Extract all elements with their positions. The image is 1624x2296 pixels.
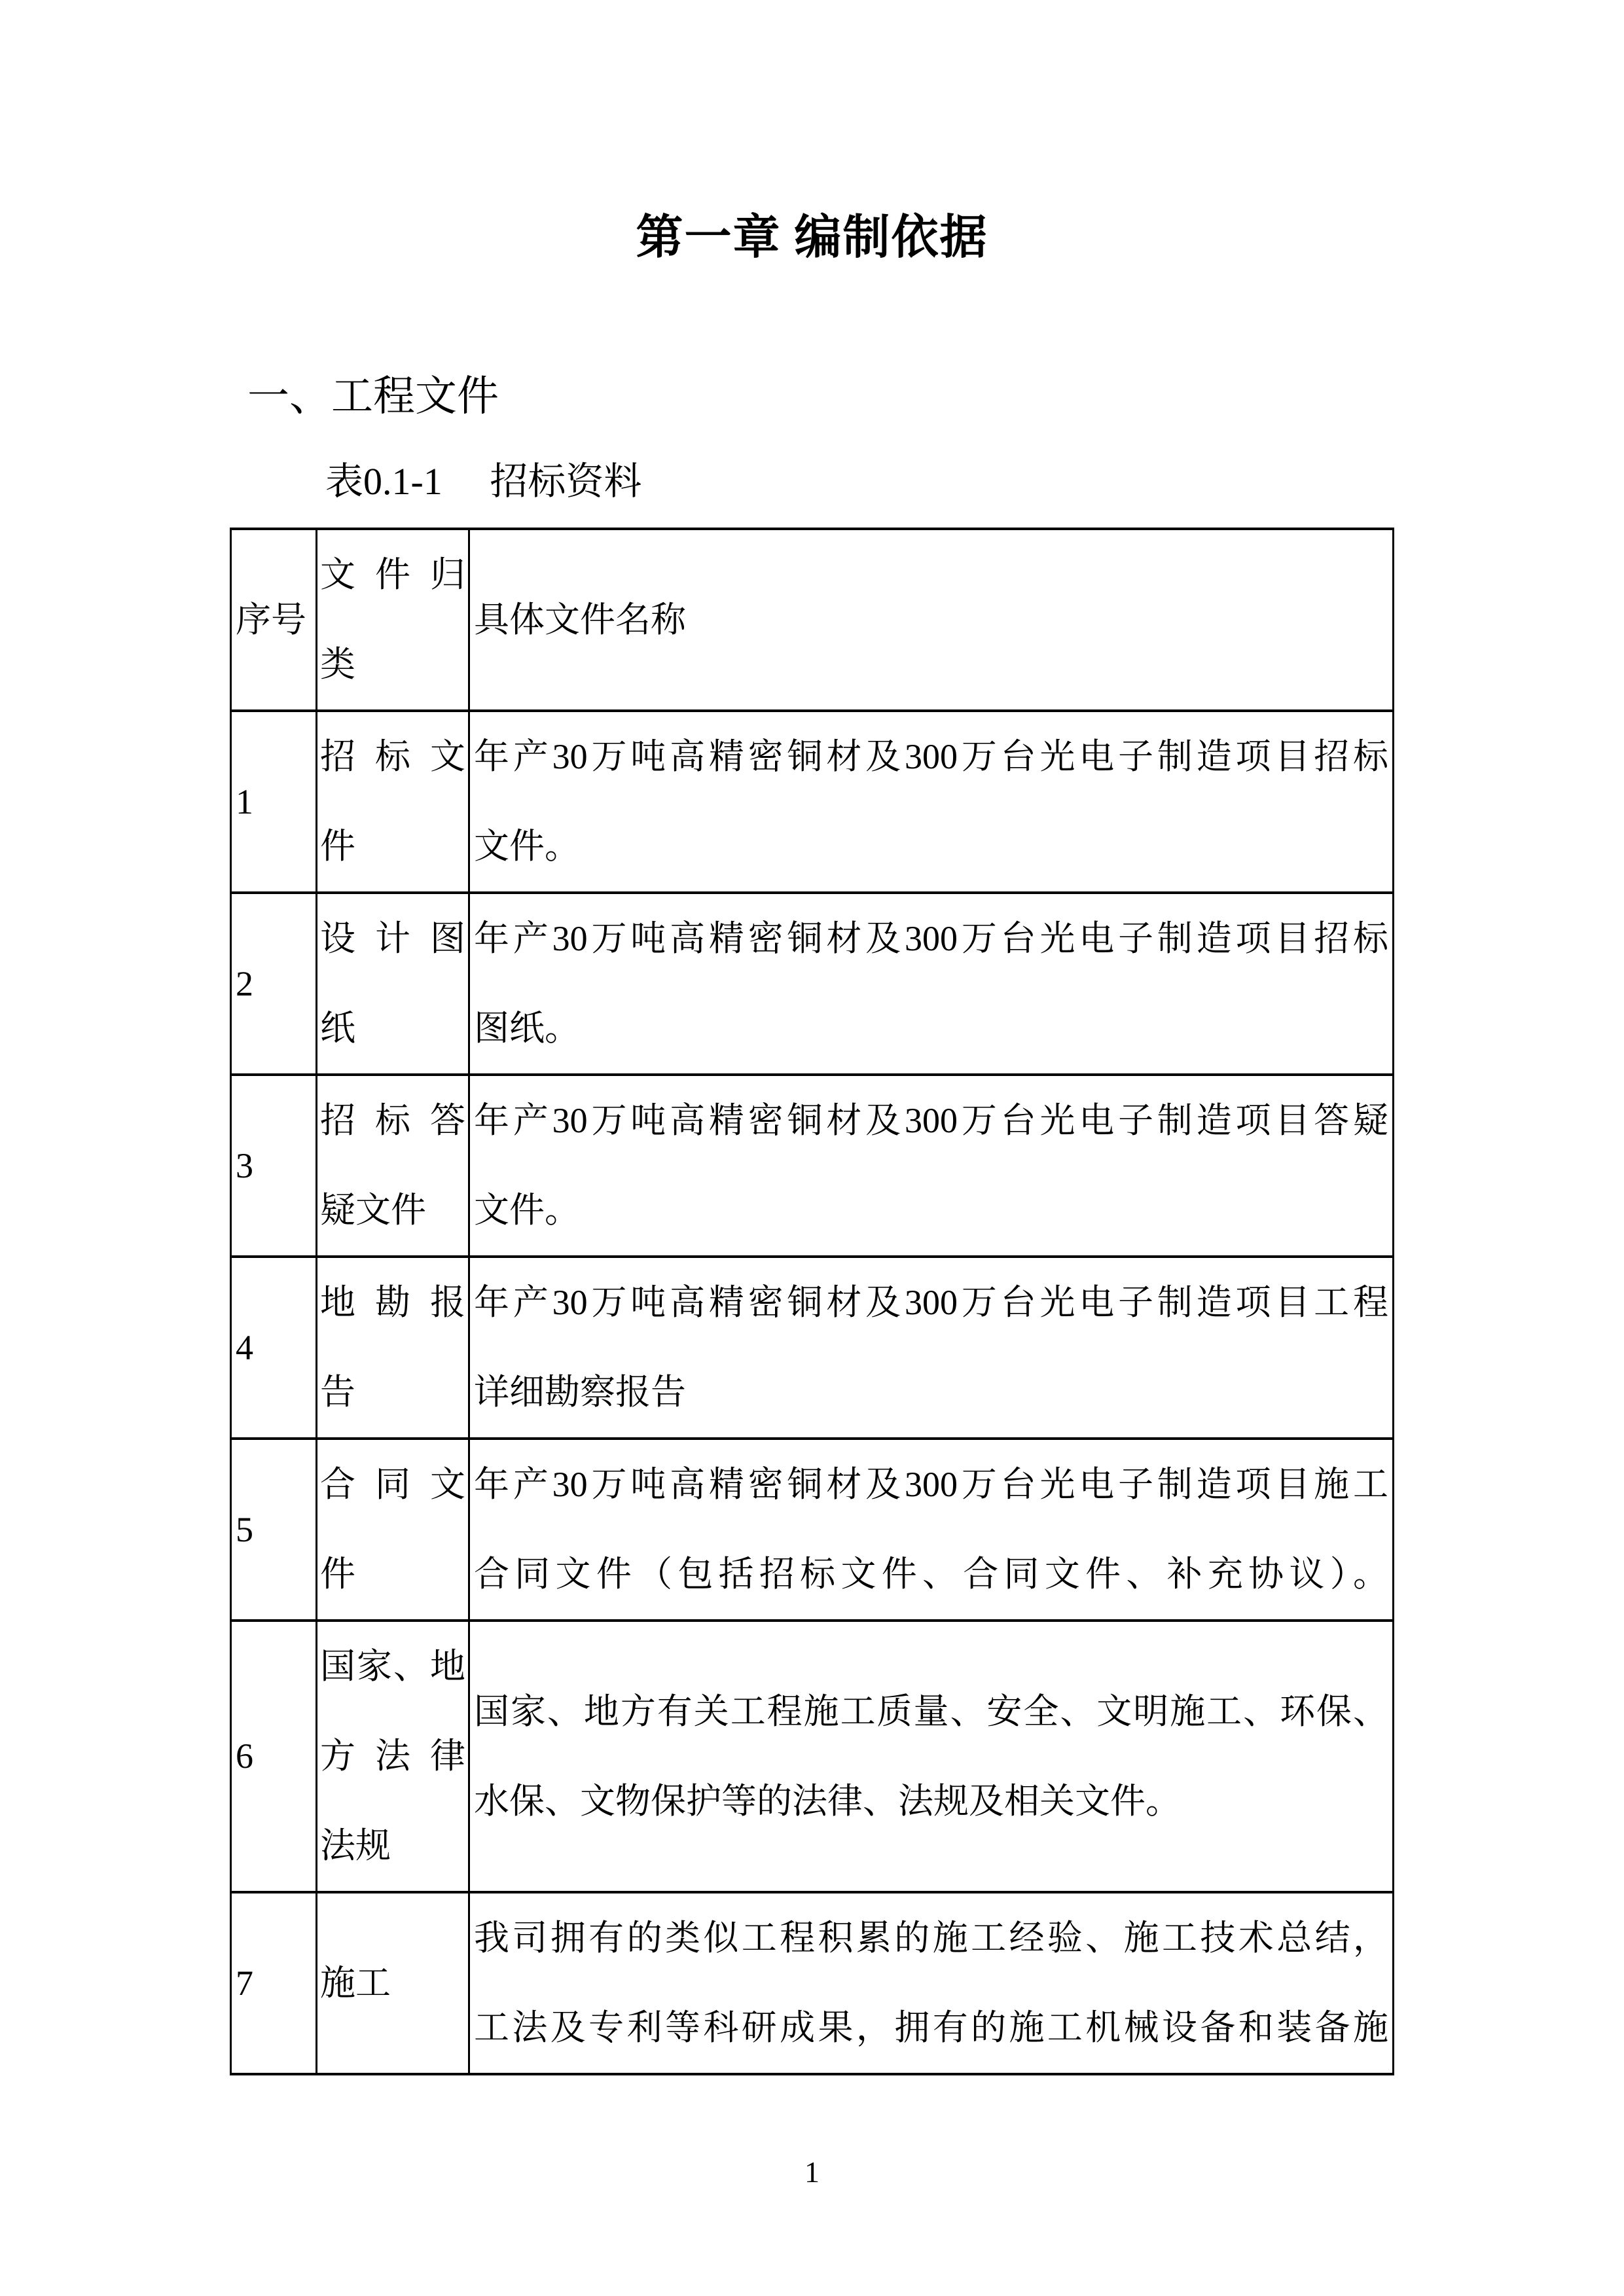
page-title: 第一章 编制依据 xyxy=(636,211,988,264)
cell-no: 6 xyxy=(231,1621,317,1892)
cell-category: 招标答 疑文件 xyxy=(317,1075,469,1257)
cell-no: 3 xyxy=(231,1075,317,1257)
cell-file-name: 我司拥有的类似工程积累的施工经验、施工技术总结， 工法及专利等科研成果，拥有的施工机械设备和装备施 xyxy=(469,1892,1394,2074)
table-caption: 表0.1-1 招标资料 xyxy=(325,460,642,503)
cell-file-name: 年产30万吨高精密铜材及300万台光电子制造项目答疑 文件。 xyxy=(469,1075,1394,1257)
cell-category: 地勘报 告 xyxy=(317,1257,469,1439)
page-number: 1 xyxy=(804,2155,820,2189)
cell-file-name: 年产30万吨高精密铜材及300万台光电子制造项目招标 文件。 xyxy=(469,711,1394,893)
cell-no: 2 xyxy=(231,893,317,1075)
bid-data-table xyxy=(230,528,1394,2075)
cell-file-name: 年产30万吨高精密铜材及300万台光电子制造项目施工 合同文件（包括招标文件、合同文件、补充协议）。 xyxy=(469,1439,1394,1621)
table-header-row xyxy=(231,529,1394,711)
table-row xyxy=(231,711,1394,893)
cell-category: 合同文 件 xyxy=(317,1439,469,1621)
header-cell-no: 序号 xyxy=(231,529,317,711)
cell-category: 国家、地 方法律 法规 xyxy=(317,1621,469,1892)
table-row xyxy=(231,1075,1394,1257)
cell-no: 1 xyxy=(231,711,317,893)
cell-category: 施工 xyxy=(317,1892,469,2074)
cell-file-name: 年产30万吨高精密铜材及300万台光电子制造项目招标 图纸。 xyxy=(469,893,1394,1075)
cell-file-name: 年产30万吨高精密铜材及300万台光电子制造项目工程 详细勘察报告 xyxy=(469,1257,1394,1439)
header-cell-name: 具体文件名称 xyxy=(469,529,1394,711)
section-heading: 一、工程文件 xyxy=(247,373,499,420)
header-cell-category: 文件归 类 xyxy=(317,529,469,711)
table-row xyxy=(231,1439,1394,1621)
cell-category: 招标文 件 xyxy=(317,711,469,893)
table-row xyxy=(231,1257,1394,1439)
cell-file-name: 国家、地方有关工程施工质量、安全、文明施工、环保、 水保、文物保护等的法律、法规及相关文件。 xyxy=(469,1621,1394,1892)
cell-category: 设计图 纸 xyxy=(317,893,469,1075)
table-row xyxy=(231,1621,1394,1892)
table-row xyxy=(231,1892,1394,2074)
table-row xyxy=(231,893,1394,1075)
cell-no: 4 xyxy=(231,1257,317,1439)
cell-no: 5 xyxy=(231,1439,317,1621)
cell-no: 7 xyxy=(231,1892,317,2074)
